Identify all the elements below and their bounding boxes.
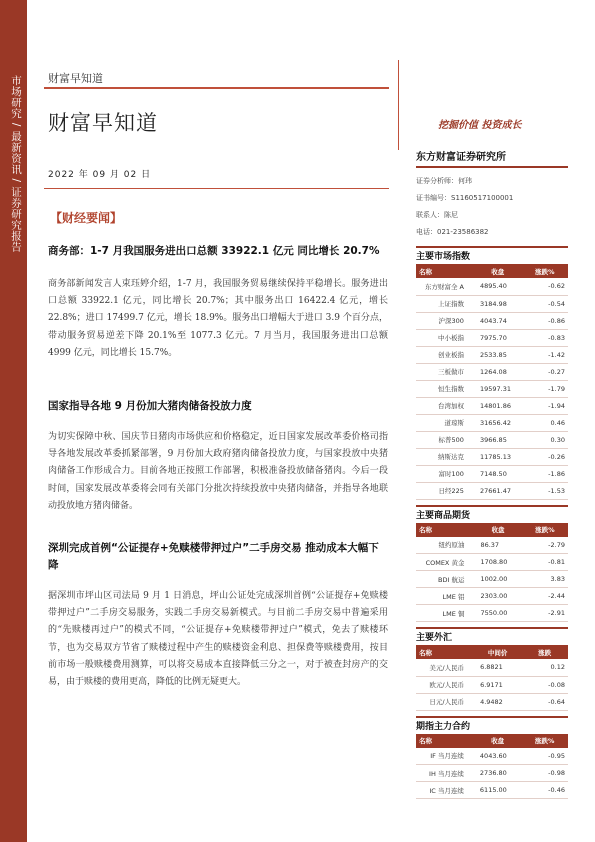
table-row [416,482,568,499]
row-value: 14801.86 [474,397,522,414]
research-institute-name: 东方财富证券研究所 [416,148,568,168]
row-change: -0.98 [521,765,568,782]
article-title: 深圳完成首例“公证提存+免赎楼带押过户”二手房交易 推动成本大幅下降 [48,542,379,571]
table-header-row [416,264,568,278]
table-row [416,414,568,431]
side-category-text: 市场研究 / 最新资讯 / 证券研究报告 [10,75,22,253]
article-1 [48,243,388,362]
table-row [416,765,568,782]
table-row [416,346,568,363]
row-value: 4043.74 [474,312,522,329]
column-header: 名称 [416,523,474,537]
column-header: 收盘 [474,734,521,748]
column-header: 涨跌% [521,734,568,748]
header-label: 财富早知道 [48,72,103,85]
row-change: -0.64 [521,693,568,710]
row-name: 标普500 [416,431,474,448]
row-change: 0.12 [521,659,568,676]
row-name: 纳斯达克 [416,448,474,465]
row-value: 2533.85 [474,346,522,363]
market-index-table [416,264,568,500]
article-title: 国家指导各地 9 月份加大猪肉储备投放力度 [48,400,252,412]
header-divider [44,87,389,89]
row-change: -1.53 [521,482,568,499]
row-value: 4043.60 [474,748,521,765]
row-name: 富时100 [416,465,474,482]
column-header: 涨跌 [521,645,568,659]
row-value: 27661.47 [474,482,522,499]
column-header: 名称 [416,645,474,659]
report-date: 2022 年 09 月 02 日 [48,170,152,180]
row-change: -0.46 [521,782,568,799]
table-row [416,278,568,295]
row-name: 日经225 [416,482,474,499]
table-row [416,588,568,605]
row-change: -0.27 [521,363,568,380]
forex-table [416,645,568,711]
commodity-futures-table-title: 主要商品期货 [416,505,568,521]
forex-table-title: 主要外汇 [416,627,568,643]
table-row [416,748,568,765]
row-change: 3.83 [522,571,568,588]
row-value: 1708.80 [474,554,521,571]
row-change: -1.94 [521,397,568,414]
row-name: 道琼斯 [416,414,474,431]
commodity-futures-table [416,523,568,623]
row-change: -0.83 [521,329,568,346]
table-row [416,431,568,448]
table-row [416,312,568,329]
row-change: 0.30 [521,431,568,448]
row-change: -0.95 [521,748,568,765]
row-value: 7550.00 [474,605,521,622]
row-change: -1.86 [521,465,568,482]
table-header-row [416,523,568,537]
market-tables [416,246,568,799]
row-name: 恒生指数 [416,380,474,397]
article-2 [48,398,388,515]
right-column [416,148,568,799]
table-row [416,782,568,799]
row-value: 7148.50 [474,465,522,482]
row-value: 2303.00 [474,588,521,605]
table-row [416,693,568,710]
row-change: -0.86 [521,312,568,329]
row-value: 6.9171 [474,676,521,693]
row-value: 19597.31 [474,380,522,397]
column-header: 名称 [416,264,474,278]
row-change: -0.62 [521,278,568,295]
row-name: COMEX 黄金 [416,554,474,571]
row-change: -0.54 [521,295,568,312]
row-change: -2.79 [522,537,568,554]
table-row [416,676,568,693]
row-value: 1002.00 [474,571,521,588]
row-change: -0.26 [521,448,568,465]
row-name: 东方财富全 A [416,278,474,295]
row-value: 6115.00 [474,782,521,799]
article-3 [48,540,388,691]
table-header-row [416,734,568,748]
table-row [416,659,568,676]
table-row [416,380,568,397]
contact-person: 联系人：陈尼 [416,211,458,219]
article-title: 商务部：1-7 月我国服务进出口总额 33922.1 亿元 同比增长 20.7% [48,245,380,257]
row-value: 11785.13 [474,448,522,465]
column-header: 收盘 [474,264,522,278]
table-row [416,295,568,312]
table-header-row [416,645,568,659]
row-name: 上证指数 [416,295,474,312]
table-row [416,571,568,588]
row-value: 7975.70 [474,329,522,346]
row-change: -1.42 [521,346,568,363]
row-value: 4895.40 [474,278,522,295]
market-index-table-title: 主要市场指数 [416,246,568,262]
row-change: 0.46 [521,414,568,431]
row-name: 纽约原油 [416,537,474,554]
row-name: IC 当月连续 [416,782,474,799]
row-change: -0.08 [521,676,568,693]
column-header: 涨跌% [521,264,568,278]
side-band [0,0,27,842]
row-name: 中小板指 [416,329,474,346]
row-name: LME 铜 [416,605,474,622]
date-divider [44,188,389,189]
row-name: 欧元/人民币 [416,676,474,693]
row-name: IH 当月连续 [416,765,474,782]
row-change: -1.79 [521,380,568,397]
index-futures-table-title: 期指主力合约 [416,716,568,732]
column-header: 名称 [416,734,474,748]
row-value: 3184.98 [474,295,522,312]
report-title: 财富早知道 [48,111,158,135]
article-body: 为切实保障中秋、国庆节日猪肉市场供应和价格稳定，近日国家发展改革委价格司指导各地发展改革委抓紧部署，9 月份加大政府猪肉储备投放力度，与国家投放中央猪肉储备工作形成合力。目前各地正按照工作部署，积极准备投放储备猪肉。今后一段时间，国家发展改革委将会同有关部门分批次持续投放中央猪肉储备，并指导各地联动投放地方猪肉储备。 [48,432,388,511]
certificate-number: 证书编号：S1160517100001 [416,194,514,202]
row-name: 日元/人民币 [416,693,474,710]
row-value: 1264.08 [474,363,522,380]
row-name: BDI 航运 [416,571,474,588]
row-value: 3966.85 [474,431,522,448]
row-change: -2.91 [522,605,568,622]
table-row [416,465,568,482]
row-name: 沪深300 [416,312,474,329]
section-heading-finance-news: 【财经要闻】 [50,211,123,225]
slogan: 挖掘价值 投资成长 [438,120,522,131]
table-row [416,329,568,346]
row-name: 台湾加权 [416,397,474,414]
table-row [416,554,568,571]
row-name: 三板做市 [416,363,474,380]
row-name: IF 当月连续 [416,748,474,765]
header-vertical-divider [398,60,399,150]
row-name: LME 铝 [416,588,474,605]
phone: 电话：021-23586382 [416,228,489,236]
row-value: 4.9482 [474,693,521,710]
table-row [416,448,568,465]
index-futures-table [416,734,568,800]
row-name: 创业板指 [416,346,474,363]
row-change: -0.81 [522,554,568,571]
row-name: 美元/人民币 [416,659,474,676]
table-row [416,537,568,554]
article-body: 据深圳市坪山区司法局 9 月 1 日消息，坪山公证处完成深圳首例“公证提存+免赎楼带押过户”二手房交易服务，实践二手房交易新模式。与目前二手房交易中普遍采用的“先赎楼再过户”的模式不同，“公证提存+免赎楼带押过户”模式，免去了赎楼环节，也为交易双方节省了赎楼过程中产生的赎楼资金利息、担保费等赎楼费用，按目前市场一般赎楼费用测算，可以将交易成本直接降低三分之一，对于被查封房产的交易，由于赎楼的费用更高，降低的比例无疑更大。 [48,591,388,688]
analyst: 证券分析师：何玮 [416,177,472,185]
column-header: 涨跌% [522,523,568,537]
table-row [416,397,568,414]
row-value: 6.8821 [474,659,521,676]
table-row [416,363,568,380]
table-row [416,605,568,622]
row-change: -2.44 [522,588,568,605]
column-header: 中间价 [474,645,521,659]
row-value: 31656.42 [474,414,522,431]
article-body: 商务部新闻发言人束珏婷介绍，1-7 月，我国服务贸易继续保持平稳增长。服务进出口总额 33922.1 亿元，同比增长 20.7%；其中服务出口 16422.4 亿元，增长 22.8%；进口 17499.7 亿元，增长 18.9%。服务出口增幅大于进口 3.9 个百分点，带动服务贸易逆差下降 20.1%至 1077.3 亿元。7 月当月，我国服务进出口总额 4999 亿元，同比增长 15.7%。 [48,279,388,358]
row-value: 86.37 [474,537,521,554]
column-header: 收盘 [474,523,521,537]
row-value: 2736.80 [474,765,521,782]
